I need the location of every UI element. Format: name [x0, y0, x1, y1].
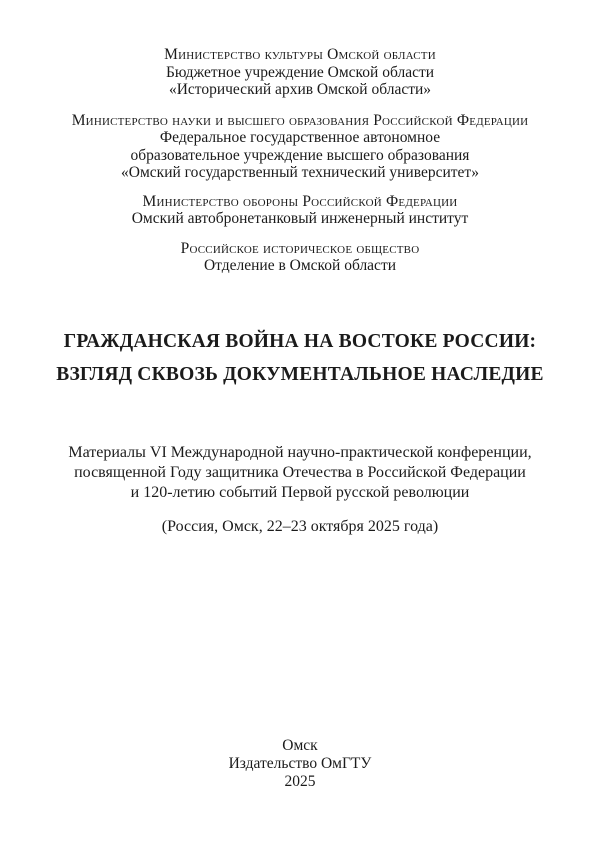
- org-block-ministry-of-culture: [164, 46, 436, 99]
- imprint-publisher: Издательство ОмГТУ: [228, 755, 372, 772]
- org-line-institution: образовательное учреждение высшего образования: [130, 146, 470, 164]
- subtitle-line-1: Материалы VI Международной научно-практической конференции,: [68, 443, 532, 461]
- org-block-ministry-of-defense: [132, 193, 469, 228]
- org-line-institution-name: «Исторический архив Омской области»: [168, 81, 432, 98]
- org-line-ministry-name: Министерство науки и высшего образования Российской Федерации: [71, 111, 529, 129]
- org-line-branch: Отделение в Омской области: [203, 257, 397, 274]
- org-block-ministry-of-science: [72, 112, 529, 182]
- subtitle-line-3: и 120-летию событий Первой русской революции: [130, 483, 470, 501]
- document-subtitle: [68, 443, 531, 503]
- org-line-institution: Федеральное государственное автономное: [159, 129, 441, 146]
- org-line-institution-name: «Омский государственный технический университет»: [121, 164, 479, 181]
- event-location-date: (Россия, Омск, 22–23 октября 2025 года): [161, 517, 439, 535]
- org-line-society-name: Российское историческое общество: [180, 239, 420, 257]
- org-line-institution-name: Омский автобронетанковый инженерный институт: [131, 210, 469, 227]
- org-line-ministry-name: Министерство обороны Российской Федерации: [142, 192, 458, 210]
- title-line-1: ГРАЖДАНСКАЯ ВОЙНА НА ВОСТОКЕ РОССИИ:: [63, 330, 537, 352]
- imprint-city: Омск: [282, 737, 318, 754]
- document-title: [56, 325, 544, 391]
- subtitle-line-2: посвященной Году защитника Отечества в Российской Федерации: [74, 463, 526, 481]
- title-line-2: ВЗГЛЯД СКВОЗЬ ДОКУМЕНТАЛЬНОЕ НАСЛЕДИЕ: [56, 363, 544, 385]
- org-line-ministry-name: Министерство культуры Омской области: [164, 46, 436, 63]
- imprint-block: [229, 737, 372, 791]
- imprint-year: 2025: [284, 773, 316, 790]
- org-block-historical-society: [181, 240, 420, 275]
- org-line-institution: Бюджетное учреждение Омской области: [165, 63, 435, 81]
